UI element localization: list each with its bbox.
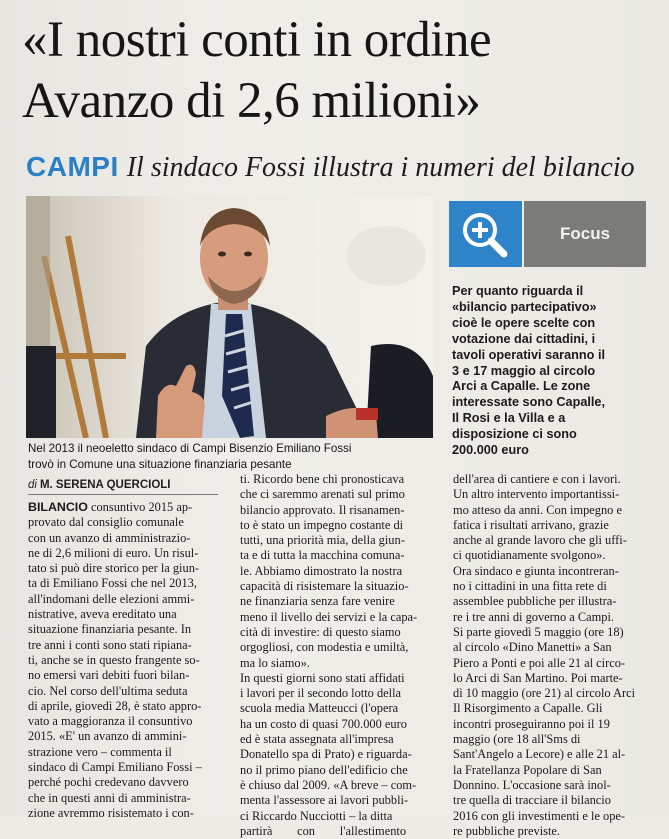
kicker [26,151,635,187]
caption-line: Nel 2013 il neoeletto sindaco di Campi Bisenzio Emiliano Fossi [28,442,352,455]
focus-label: Focus [524,201,646,267]
zoom-in-icon [449,201,522,267]
article-line: ci Riccardo Nucciotti – la ditta [240,808,393,823]
focus-line: Per quanto riguarda il [452,284,584,298]
article-line: situazione finanziaria pesante. In [28,622,192,637]
article-line: no il primo piano dell'edificio che [240,762,408,777]
article-line: ha un costo di quasi 700.000 euro [240,716,407,731]
article-line: meno il livello dei servizi e la capa- [240,609,418,624]
article-line: ne di 2,6 milioni di euro. Un risul- [28,545,199,560]
lead-word: BILANCIO [28,500,88,514]
article-line: Si parte giovedì 5 maggio (ore 18) [453,624,624,639]
article-line: all'indomani delle elezioni ammi- [28,591,195,606]
article-line: tato si può dire storico per la giun- [28,561,200,576]
article-line: anche al grande lavoro che gli uffi- [453,533,627,548]
article-line: ma lo siamo». [240,655,310,670]
article-line: tre anni i conti sono stati ripiana- [28,637,192,652]
focus-text [452,284,652,459]
headline-line-1: «I nostri conti in ordine [22,12,492,68]
article-line: In questi giorni sono stati affidati [240,670,405,685]
article-line: cio. Nel corso dell'ultima seduta [28,683,188,698]
lead-line-rest: consuntivo 2015 ap- [87,500,193,514]
article-line: ne finanziaria senza fare venire [240,594,395,609]
article-line: scuola media Matteucci (l'opera [240,701,399,716]
article-line: perché pochi credevano davvero [28,775,189,790]
article-line: capacità di risistemare la situazio- [240,579,409,594]
headline-line-2: Avanzo di 2,6 milioni» [22,73,481,129]
article-line: al circolo «Dino Manetti» a San [453,640,612,655]
subheadline: Il sindaco Fossi illustra i numeri del bilancio [126,152,635,183]
focus-line: 3 e 17 maggio al circolo [452,363,596,378]
article-line: provato dal consiglio comunale [28,515,184,530]
article-line: Donatello spa di Prato) e riguarda- [240,747,412,762]
article-line: zione avremmo risistemato i con- [28,805,194,820]
focus-line: votazione dai cittadini, i [452,331,596,346]
article-line: dì 10 maggio (ore 21) al circolo Arci [453,686,636,701]
article-line: la Fratellanza Popolare di San [453,762,602,777]
focus-line: 200.000 euro [452,443,529,458]
byline-author: M. SERENA QUERCIOLI [39,479,171,491]
article-line: sindaco di Campi Emiliano Fossi – [28,760,202,775]
focus-line: Il Rosi e la Villa e a [452,411,566,426]
article-line: maggio (ore 18 all'Sms di [453,732,581,747]
article-line: cità di investire: di questo siamo [240,624,401,639]
article-line: re i tre anni di governo a Campi. [453,609,615,624]
article-line: Piero a Ponti e poi alle 21 al circo- [453,655,626,670]
article-line: dell'area di cantiere e con i lavori. [453,472,621,486]
byline-prefix: di [28,479,37,491]
article-line: assemblee pubbliche per illustra- [453,594,617,609]
article-line: ta e di tutta la macchina comuna- [240,548,405,563]
article-line: Donnino. L'occasione sarà inol- [453,777,611,792]
article-line: ta di Emiliano Fossi che nel 2013, [28,576,197,591]
article-line: vato a maggioranza il consuntivo [28,714,193,729]
article-column-1 [28,500,223,821]
article-line: tutti, una priorità mia, della giun- [240,533,405,548]
focus-icon-box [449,201,522,267]
focus-line: disposizione ci sono [452,427,577,442]
article-line: i lavori per il secondo lotto della [240,686,402,701]
focus-line: interessate sono Capalle, [452,395,606,410]
article-line [28,500,223,515]
article-line: partirà con l'allestimento [240,823,407,838]
headline [22,10,662,132]
article-line: no emersi vari debiti fuori bilan- [28,668,190,683]
article-line: fatica i risultati arrivano, grazie [453,517,609,532]
article-line: ti, anche se in questo frangente so- [28,652,200,667]
article-line: Il Risorgimento a Capalle. Gli [453,701,603,716]
photo-caption [28,441,433,472]
article-line: menta l'assessore ai lavori pubbli- [240,793,409,808]
article-line: orgogliosi, con modestia e umiltà, [240,640,409,655]
article-column-3 [453,472,658,839]
focus-line: cioè le opere scelte con [452,315,596,330]
article-line: strazione vero – commenta il [28,744,172,759]
mayor-photo [26,196,433,438]
article-line: ed è stata assegnata all'impresa [240,732,394,747]
article-line: che ci saremmo arenati sul primo [240,487,405,502]
article-line: con un avanzo di amministrazio- [28,530,191,545]
byline [28,476,218,495]
article-line: ti. Ricordo bene chi pronosticava [240,472,405,486]
section-tag: CAMPI [26,151,119,182]
focus-line: tavoli operativi saranno il [452,347,605,362]
focus-line: «bilancio partecipativo» [452,299,597,314]
article-column-2 [240,472,440,839]
article-line: è chiuso dal 2009. «A breve – com- [240,777,417,792]
caption-line: trovò in Comune una situazione finanziaria pesante [28,457,292,471]
article-line: ci quotidianamente svolgono». [453,548,606,563]
article-line: le. Abbiamo dimostrato la nostra [240,563,403,578]
article-line: 2015. «E' un avanzo di ammini- [28,729,187,744]
article-line: lo Arci di San Martino. Poi marte- [453,670,623,685]
article-line: bilancio approvato. Il risanamen- [240,502,405,517]
mayor-photo-illustration [26,196,433,438]
article-line: no i cittadini in una fitta rete di [453,579,607,594]
article-line: Sant'Angelo a Lecore) e alle 21 al- [453,747,626,762]
article-line: Ora sindaco e giunta incontreran- [453,563,619,578]
article-line: Un altro intervento importantissi- [453,487,620,502]
focus-line: Arci a Capalle. Le zone [452,379,591,394]
article-line: 2016 con gli investimenti e le ope- [453,808,626,823]
article-line: nistrative, aveva ereditato una [28,607,177,622]
article-line: di aprile, giovedì 28, è stato appro- [28,698,202,713]
article-line: mo atteso da anni. Con impegno e [453,502,622,517]
article-line: che in questi anni di amministra- [28,790,191,805]
article-line: tre quella di tracciare il bilancio [453,793,611,808]
article-line: incontri proseguiranno poi il 19 [453,716,610,731]
article-line: re pubbliche previste. [453,823,561,838]
article-line: to è stato un impegno costante di [240,517,404,532]
